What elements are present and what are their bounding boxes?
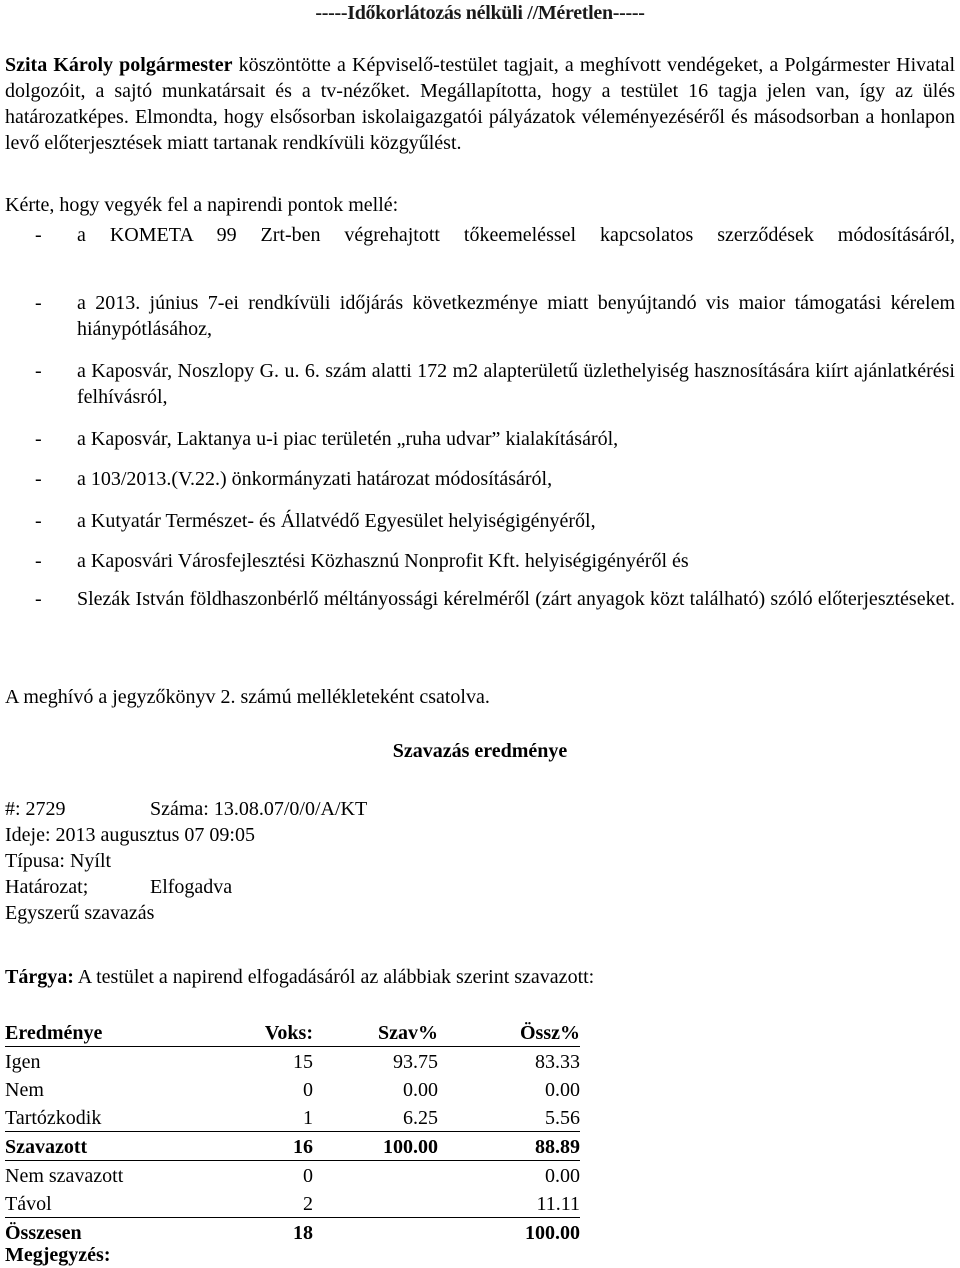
remark-label: Megjegyzés: xyxy=(5,1244,111,1266)
agenda-item xyxy=(5,290,955,342)
agenda-item-text: a Kaposvár, Noszlopy G. u. 6. szám alatti 172 m2 alapterületű üzlethelyiség hasznosítására kiírt ajánlatkérési felhívásról, xyxy=(77,360,955,408)
meta-id: #: 2729 xyxy=(5,798,66,820)
vote-subject xyxy=(5,964,955,990)
table-cell: 2 xyxy=(248,1189,313,1218)
table-cell xyxy=(313,1218,438,1247)
subject-label: Tárgya: xyxy=(5,966,74,988)
meta-type: Típusa: Nyílt xyxy=(5,850,112,872)
header-cell: Eredménye xyxy=(5,1018,248,1047)
table-cell: 18 xyxy=(293,1222,313,1244)
table-cell xyxy=(313,1189,438,1218)
subject-text: A testület a napirend elfogadásáról az alábbiak szerint szavazott: xyxy=(73,966,595,988)
list-dash: - xyxy=(35,550,42,572)
meta-date: Ideje: 2013 augusztus 07 09:05 xyxy=(5,824,255,846)
header-cell: Voks: xyxy=(248,1018,313,1047)
table-cell: 88.89 xyxy=(438,1132,580,1161)
intro-paragraph xyxy=(5,52,955,156)
list-dash: - xyxy=(35,468,42,490)
agenda-item-text: a Kutyatár Természet- és Állatvédő Egyesület helyiségigényéről, xyxy=(77,510,596,532)
table-row xyxy=(5,1161,580,1190)
table-row xyxy=(5,1103,580,1132)
list-dash: - xyxy=(35,224,42,246)
agenda-item xyxy=(5,222,955,248)
table-cell xyxy=(313,1161,438,1190)
table-cell: Igen xyxy=(5,1051,41,1073)
table-cell: Tartózkodik xyxy=(5,1103,248,1132)
table-cell: 0.00 xyxy=(545,1079,580,1101)
meta-decision-value: Elfogadva xyxy=(150,876,233,898)
agenda-item-text: a 103/2013.(V.22.) önkormányzati határozat módosításáról, xyxy=(77,468,553,490)
table-row-total-voted xyxy=(5,1132,580,1161)
table-cell: 83.33 xyxy=(535,1051,580,1073)
table-cell: 0.00 xyxy=(545,1165,580,1187)
table-cell: 15 xyxy=(293,1051,313,1073)
vote-meta xyxy=(5,796,705,926)
table-cell: 0 xyxy=(303,1165,313,1187)
table-cell: Távol xyxy=(5,1189,248,1218)
table-cell: Szavazott xyxy=(5,1132,248,1161)
agenda-item xyxy=(5,586,955,612)
vote-heading: Szavazás eredménye xyxy=(392,740,568,762)
results-header-row xyxy=(5,1018,580,1047)
table-cell: 0.00 xyxy=(403,1079,438,1101)
table-cell: Nem szavazott xyxy=(5,1165,124,1187)
table-cell: 100.00 xyxy=(313,1132,438,1161)
table-cell: 0 xyxy=(303,1079,313,1101)
agenda-item-text: a Kaposvári Városfejlesztési Közhasznú Nonprofit Kft. helyiségigényéről és xyxy=(77,550,689,572)
table-cell: 6.25 xyxy=(313,1103,438,1132)
agenda-item xyxy=(5,508,955,534)
meta-decision-label: Határozat; xyxy=(5,876,89,898)
agenda-request: Kérte, hogy vegyék fel a napirendi pontok mellé: xyxy=(5,194,399,216)
table-row xyxy=(5,1189,580,1218)
meta-number: Száma: 13.08.07/0/0/A/KT xyxy=(150,798,368,820)
list-dash: - xyxy=(35,510,42,532)
table-cell: 5.56 xyxy=(438,1103,580,1132)
table-row xyxy=(5,1075,580,1103)
document-header: -----Időkorlátozás nélküli //Méretlen----- xyxy=(315,2,645,24)
attachment-note: A meghívó a jegyzőkönyv 2. számú mellékleteként csatolva. xyxy=(5,686,490,708)
list-dash: - xyxy=(35,588,42,610)
list-dash: - xyxy=(35,428,42,450)
mayor-name: Szita Károly polgármester xyxy=(5,54,233,76)
header-cell: Össz% xyxy=(438,1018,580,1047)
agenda-item-text: a KOMETA 99 Zrt-ben végrehajtott tőkeemeléssel kapcsolatos szerződések módosításáról, xyxy=(77,224,955,246)
agenda-item xyxy=(5,466,955,492)
table-cell: Összesen xyxy=(5,1222,82,1244)
agenda-item xyxy=(5,548,955,574)
intro-text: köszöntötte a Képviselő-testület tagjait, a meghívott vendégeket, a Polgármester Hivatal dolgozóit, a sajtó munkatársait és a tv-nézőket. Megállapította, hogy a testület 16 tagja jelen van, így az ülés határozatképes. Elmondta, hogy elsősorban iskolaigazgatói pályázatok véleményezéséről és másodsorban a honlapon levő előterjesztések miatt tartanak rendkívüli közgyűlést. xyxy=(5,54,955,154)
agenda-item-text: a Kaposvár, Laktanya u-i piac területén „ruha udvar” kialakításáról, xyxy=(77,428,619,450)
table-cell: 1 xyxy=(248,1103,313,1132)
meta-decision-row xyxy=(5,874,705,900)
table-cell: 93.75 xyxy=(393,1051,438,1073)
list-dash: - xyxy=(35,292,42,314)
agenda-item xyxy=(5,358,955,410)
table-cell: 100.00 xyxy=(525,1222,580,1244)
agenda-item-text: Slezák István földhaszonbérlő méltányossági kérelméről (zárt anyagok közt található) szóló előterjesztéseket. xyxy=(77,588,955,610)
table-cell: 16 xyxy=(248,1132,313,1161)
table-cell: 11.11 xyxy=(438,1189,580,1218)
table-cell: Nem xyxy=(5,1079,44,1101)
list-dash: - xyxy=(35,360,42,382)
results-table xyxy=(5,1018,580,1246)
agenda-item xyxy=(5,426,955,452)
meta-mode: Egyszerű szavazás xyxy=(5,902,155,924)
table-row xyxy=(5,1047,580,1076)
meta-id-row xyxy=(5,796,705,822)
agenda-item-text: a 2013. június 7-ei rendkívüli időjárás következménye miatt benyújtandó vis maior támogatási kérelem hiánypótlásához, xyxy=(77,292,955,340)
header-cell: Szav% xyxy=(313,1018,438,1047)
